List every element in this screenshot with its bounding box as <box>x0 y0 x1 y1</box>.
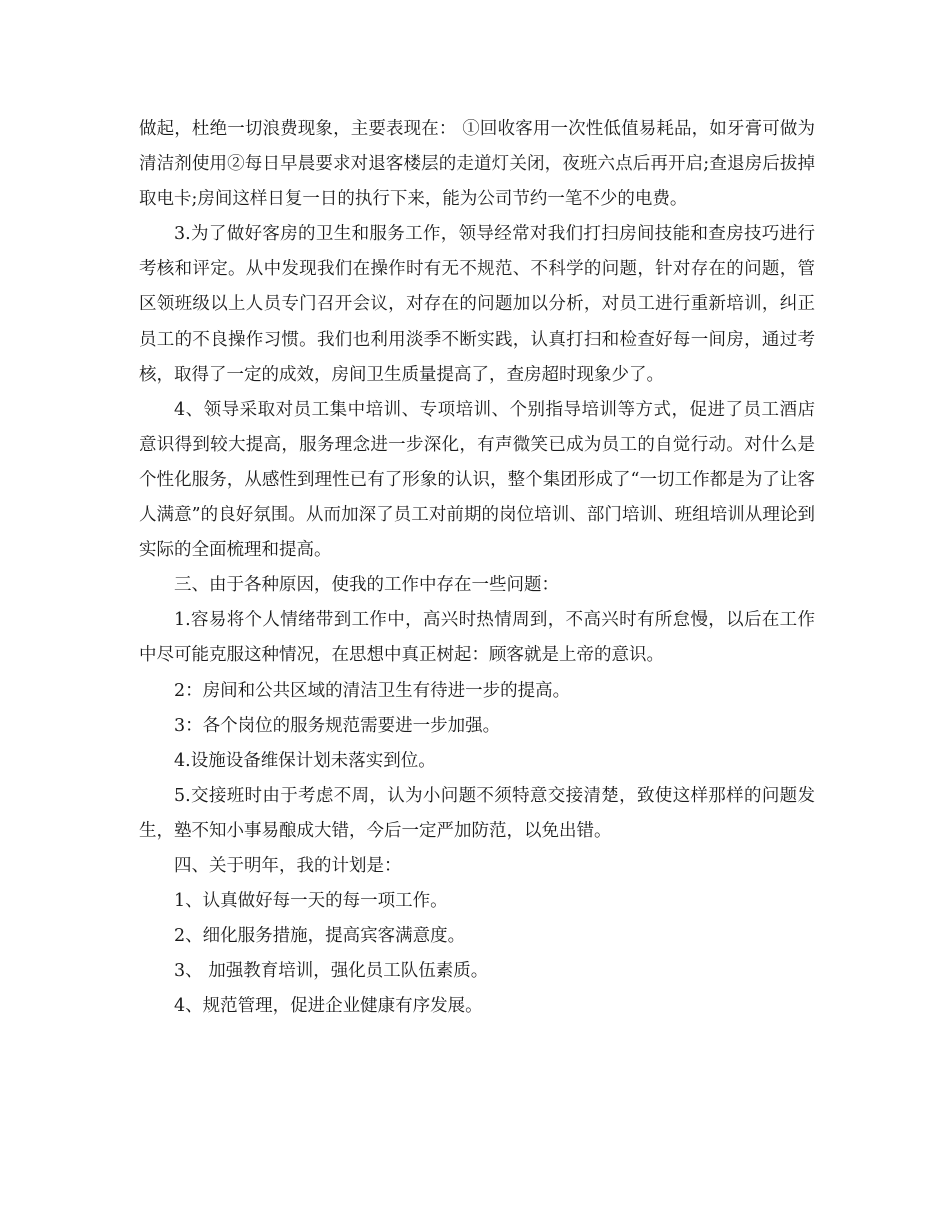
plan-item-3: 3、 加强教育培训，强化员工队伍素质。 <box>174 961 489 982</box>
document-body <box>139 112 815 1024</box>
problem-item-2: 2：房间和公共区域的清洁卫生有待进一步的提高。 <box>174 680 571 701</box>
problem-item-3: 3：各个岗位的服务规范需要进一步加强。 <box>174 715 501 736</box>
plan-item-2: 2、细化服务措施，提高宾客满意度。 <box>174 926 466 947</box>
problem-item-4: 4.设施设备维保计划未落实到位。 <box>174 750 436 771</box>
paragraph-item-4-staff-training: 4、领导采取对员工集中培训、专项培训、个别指导培训等方式，促进了员工酒店意识得到较大提高，服务理念进一步深化，有声微笑已成为员工的自觉行动。对什么是个性化服务，从感性到理性已有了形象的认识，整个集团形成了“一切工作都是为了让客人满意”的良好氛围。从而加深了员工对前期的岗位培训、部门培训、班组培训从理论到实际的全面梳理和提高。 <box>139 399 815 561</box>
problem-item-5: 5.交接班时由于考虑不周，认为小问题不须特意交接清楚，致使这样那样的问题发生，塾不知小事易酿成大错，今后一定严加防范，以免出错。 <box>139 785 815 841</box>
paragraph-item-3-training-assessment: 3.为了做好客房的卫生和服务工作，领导经常对我们打扫房间技能和查房技巧进行考核和评定。从中发现我们在操作时有无不规范、不科学的问题，针对存在的问题，管区领班级以上人员专门召开会议，对存在的问题加以分析，对员工进行重新培训，纠正员工的不良操作习惯。我们也利用淡季不断实践，认真打扫和检查好每一间房，通过考核，取得了一定的成效，房间卫生质量提高了，查房超时现象少了。 <box>139 224 815 385</box>
paragraph-continuation-energy-saving: 做起，杜绝一切浪费现象，主要表现在： ①回收客用一次性低值易耗品，如牙膏可做为清洁剂使用②每日早晨要求对退客楼层的走道灯关闭，夜班六点后再开启;查退房后拔掉取电卡;房间这样日复一日的执行下来，能为公司节约一笔不少的电费。 <box>139 119 815 210</box>
plan-item-1: 1、认真做好每一天的每一项工作。 <box>174 891 448 912</box>
section-heading-plan: 四、关于明年，我的计划是： <box>174 855 402 876</box>
problem-item-1: 1.容易将个人情绪带到工作中，高兴时热情周到，不高兴时有所怠慢，以后在工作中尽可能克服这种情况，在思想中真正树起：顾客就是上帝的意识。 <box>139 610 815 666</box>
plan-item-4: 4、规范管理，促进企业健康有序发展。 <box>174 996 483 1017</box>
section-heading-problems: 三、由于各种原因，使我的工作中存在一些问题： <box>174 575 559 596</box>
